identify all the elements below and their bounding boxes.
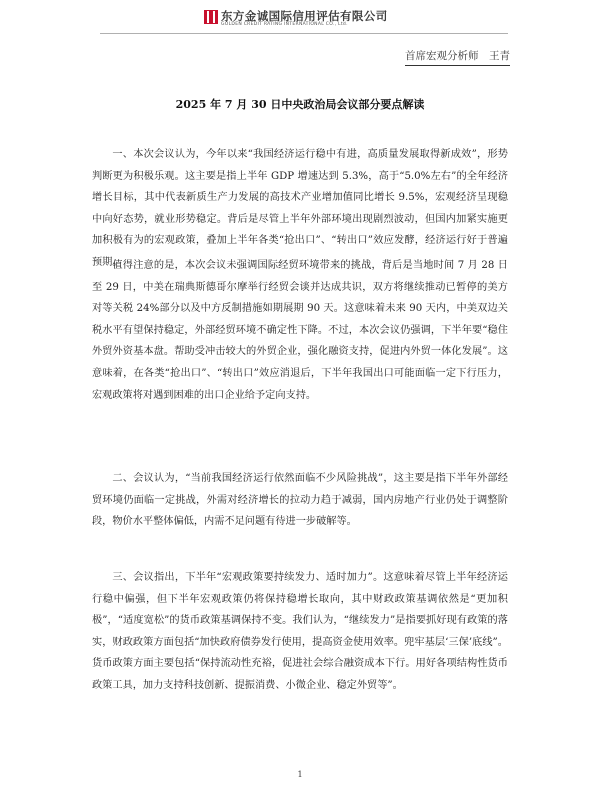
company-name: 东方金诚国际信用评估有限公司 xyxy=(221,9,388,23)
page-header xyxy=(0,0,600,40)
company-name-en: GOLDEN CREDIT RATING INTERNATIONAL CO., Ltd. xyxy=(221,22,348,27)
golden-credit-logo-icon xyxy=(204,10,218,24)
analyst-byline: 首席宏观分析师 王青 xyxy=(405,48,510,66)
paragraph-1: 一、本次会议认为，今年以来“我国经济运行稳中有进，高质量发展取得新成效”，形势判断更为积极乐观。这主要是指上半年 GDP 增速达到 5.3%，高于“5.0%左右”的全年经济增长目标，其中代表新质生产力发展的高技术产业增加值同比增长 9.5%，宏观经济呈现稳中向好态势，就业形势稳定。背后是尽管上半年外部环境出现剧烈波动，但国内加紧实施更加积极有为的宏观政策，叠加上半年各类“抢出口”、“转出口”效应发酵，经济运行好于普遍预期。 xyxy=(92,149,508,268)
page-number: 1 xyxy=(297,770,303,779)
paragraph-4: 三、会议指出，下半年“宏观政策要持续发力、适时加力”。这意味着尽管上半年经济运行稳中偏强，但下半年宏观政策仍将保持稳增长取向，其中财政政策基调依然是“更加积极”，“适度宽松”的货币政策基调保持不变。我们认为，“继续发力”是指要抓好现有政策的落实，财政政策方面包括“加快政府债券发行使用，提高资金使用效率。兜牢基层‘三保’底线”。货币政策方面主要包括“保持流动性充裕，促进社会综合融资成本下行。用好各项结构性货币政策工具，加力支持科技创新、提振消费、小微企业、稳定外贸等”。 xyxy=(92,572,508,691)
header-divider xyxy=(100,33,508,34)
paragraph-3: 二、会议认为，“当前我国经济运行依然面临不少风险挑战”，这主要是指下半年外部经贸环境仍面临一定挑战，外需对经济增长的拉动力趋于减弱，国内房地产行业仍处于调整阶段，物价水平整体偏低，内需不足问题有待进一步破解等。 xyxy=(92,473,508,528)
paragraph-2: 值得注意的是，本次会议未强调国际经贸环境带来的挑战，背后是当地时间 7 月 28 日至 29 日，中美在瑞典斯德哥尔摩举行经贸会谈并达成共识，双方将继续推动已暂停的美方对等关税 24%部分以及中方反制措施如期展期 90 天。这意味着未来 90 天内，中美双边关税水平有望保持稳定，外部经贸环境不确定性下降。不过，本次会议仍强调，下半年要“稳住外贸外资基本盘。帮助受冲击较大的外贸企业，强化融资支持，促进内外贸一体化发展”。这意味着，在各类“抢出口”、“转出口”效应消退后，下半年我国出口可能面临一定下行压力，宏观政策将对遇到困难的出口企业给予定向支持。 xyxy=(92,260,508,401)
document-title: 2025 年 7 月 30 日中央政治局会议部分要点解读 xyxy=(175,98,425,111)
